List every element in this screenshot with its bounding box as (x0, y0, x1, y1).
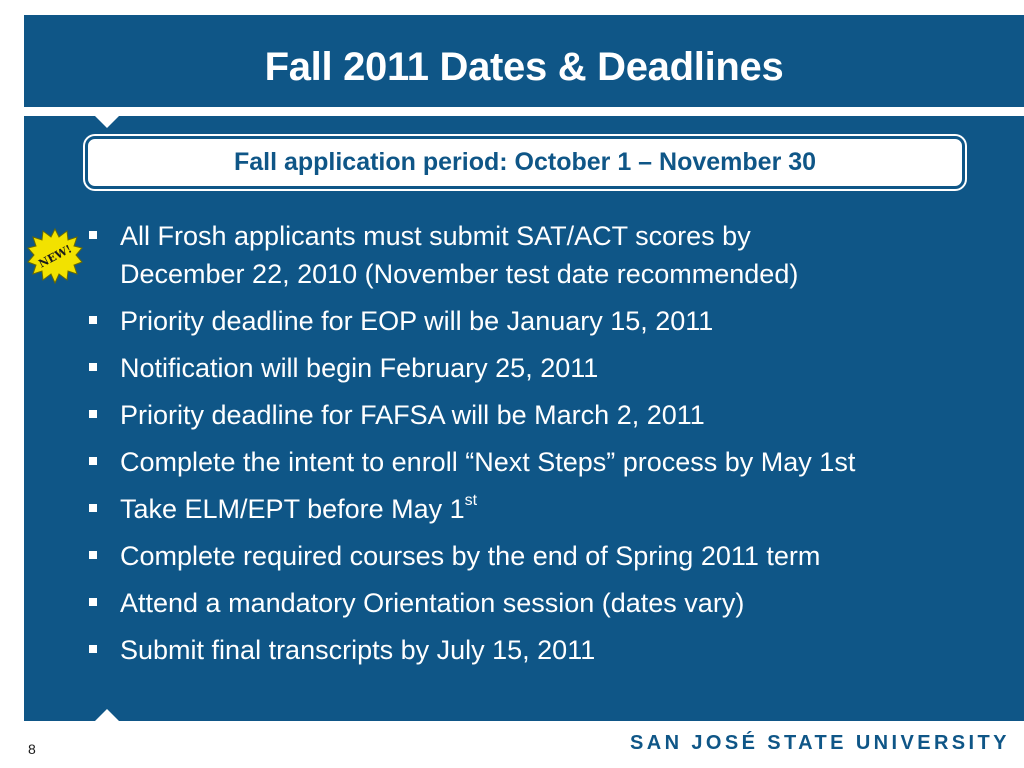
page-number: 8 (28, 741, 36, 757)
square-bullet-icon (89, 645, 97, 653)
new-badge-icon (27, 228, 83, 284)
square-bullet-icon (89, 363, 97, 371)
list-item-text: Priority deadline for FAFSA will be March 2, 2011 (120, 400, 705, 430)
list-item-text (120, 490, 1024, 528)
list-item-text: Notification will begin February 25, 2011 (120, 353, 599, 383)
list-item (88, 490, 1024, 528)
application-period-box (85, 136, 965, 189)
list-item-text: Complete required courses by the end of Spring 2011 term (120, 541, 821, 571)
list-item-text: All Frosh applicants must submit SAT/ACT scores by (120, 221, 751, 251)
ordinal-superscript: st (464, 492, 478, 509)
university-logo-text: SAN JOSÉ STATE UNIVERSITY (630, 732, 1010, 754)
square-bullet-icon (89, 504, 97, 512)
list-item (88, 302, 1024, 340)
application-period-text: Fall application period: October 1 – November 30 (233, 148, 817, 176)
list-item (88, 537, 1024, 575)
square-bullet-icon (89, 231, 97, 239)
list-item (88, 349, 1024, 387)
deadline-list (88, 217, 1024, 678)
list-item (88, 396, 1024, 434)
list-item (88, 631, 1024, 669)
list-item-text: Complete the intent to enroll “Next Steps” process by May 1st (120, 447, 856, 477)
list-item (88, 584, 1024, 622)
list-item (88, 443, 1024, 481)
list-item (88, 217, 1024, 293)
square-bullet-icon (89, 316, 97, 324)
square-bullet-icon (89, 410, 97, 418)
new-badge-label: NEW! (36, 242, 75, 271)
panel-notch-bottom (95, 709, 119, 721)
list-item-main-text: Take ELM/EPT before May 1 (120, 494, 465, 524)
title-bar (24, 15, 1024, 107)
list-item-text: December 22, 2010 (November test date recommended) (120, 259, 799, 289)
square-bullet-icon (89, 457, 97, 465)
list-item-text: Priority deadline for EOP will be January 15, 2011 (120, 306, 714, 336)
panel-notch-top (95, 116, 119, 128)
list-item-text: Submit final transcripts by July 15, 2011 (120, 635, 596, 665)
list-item-text: Attend a mandatory Orientation session (dates vary) (120, 588, 745, 618)
square-bullet-icon (89, 598, 97, 606)
slide-title: Fall 2011 Dates & Deadlines (264, 45, 784, 89)
square-bullet-icon (89, 551, 97, 559)
